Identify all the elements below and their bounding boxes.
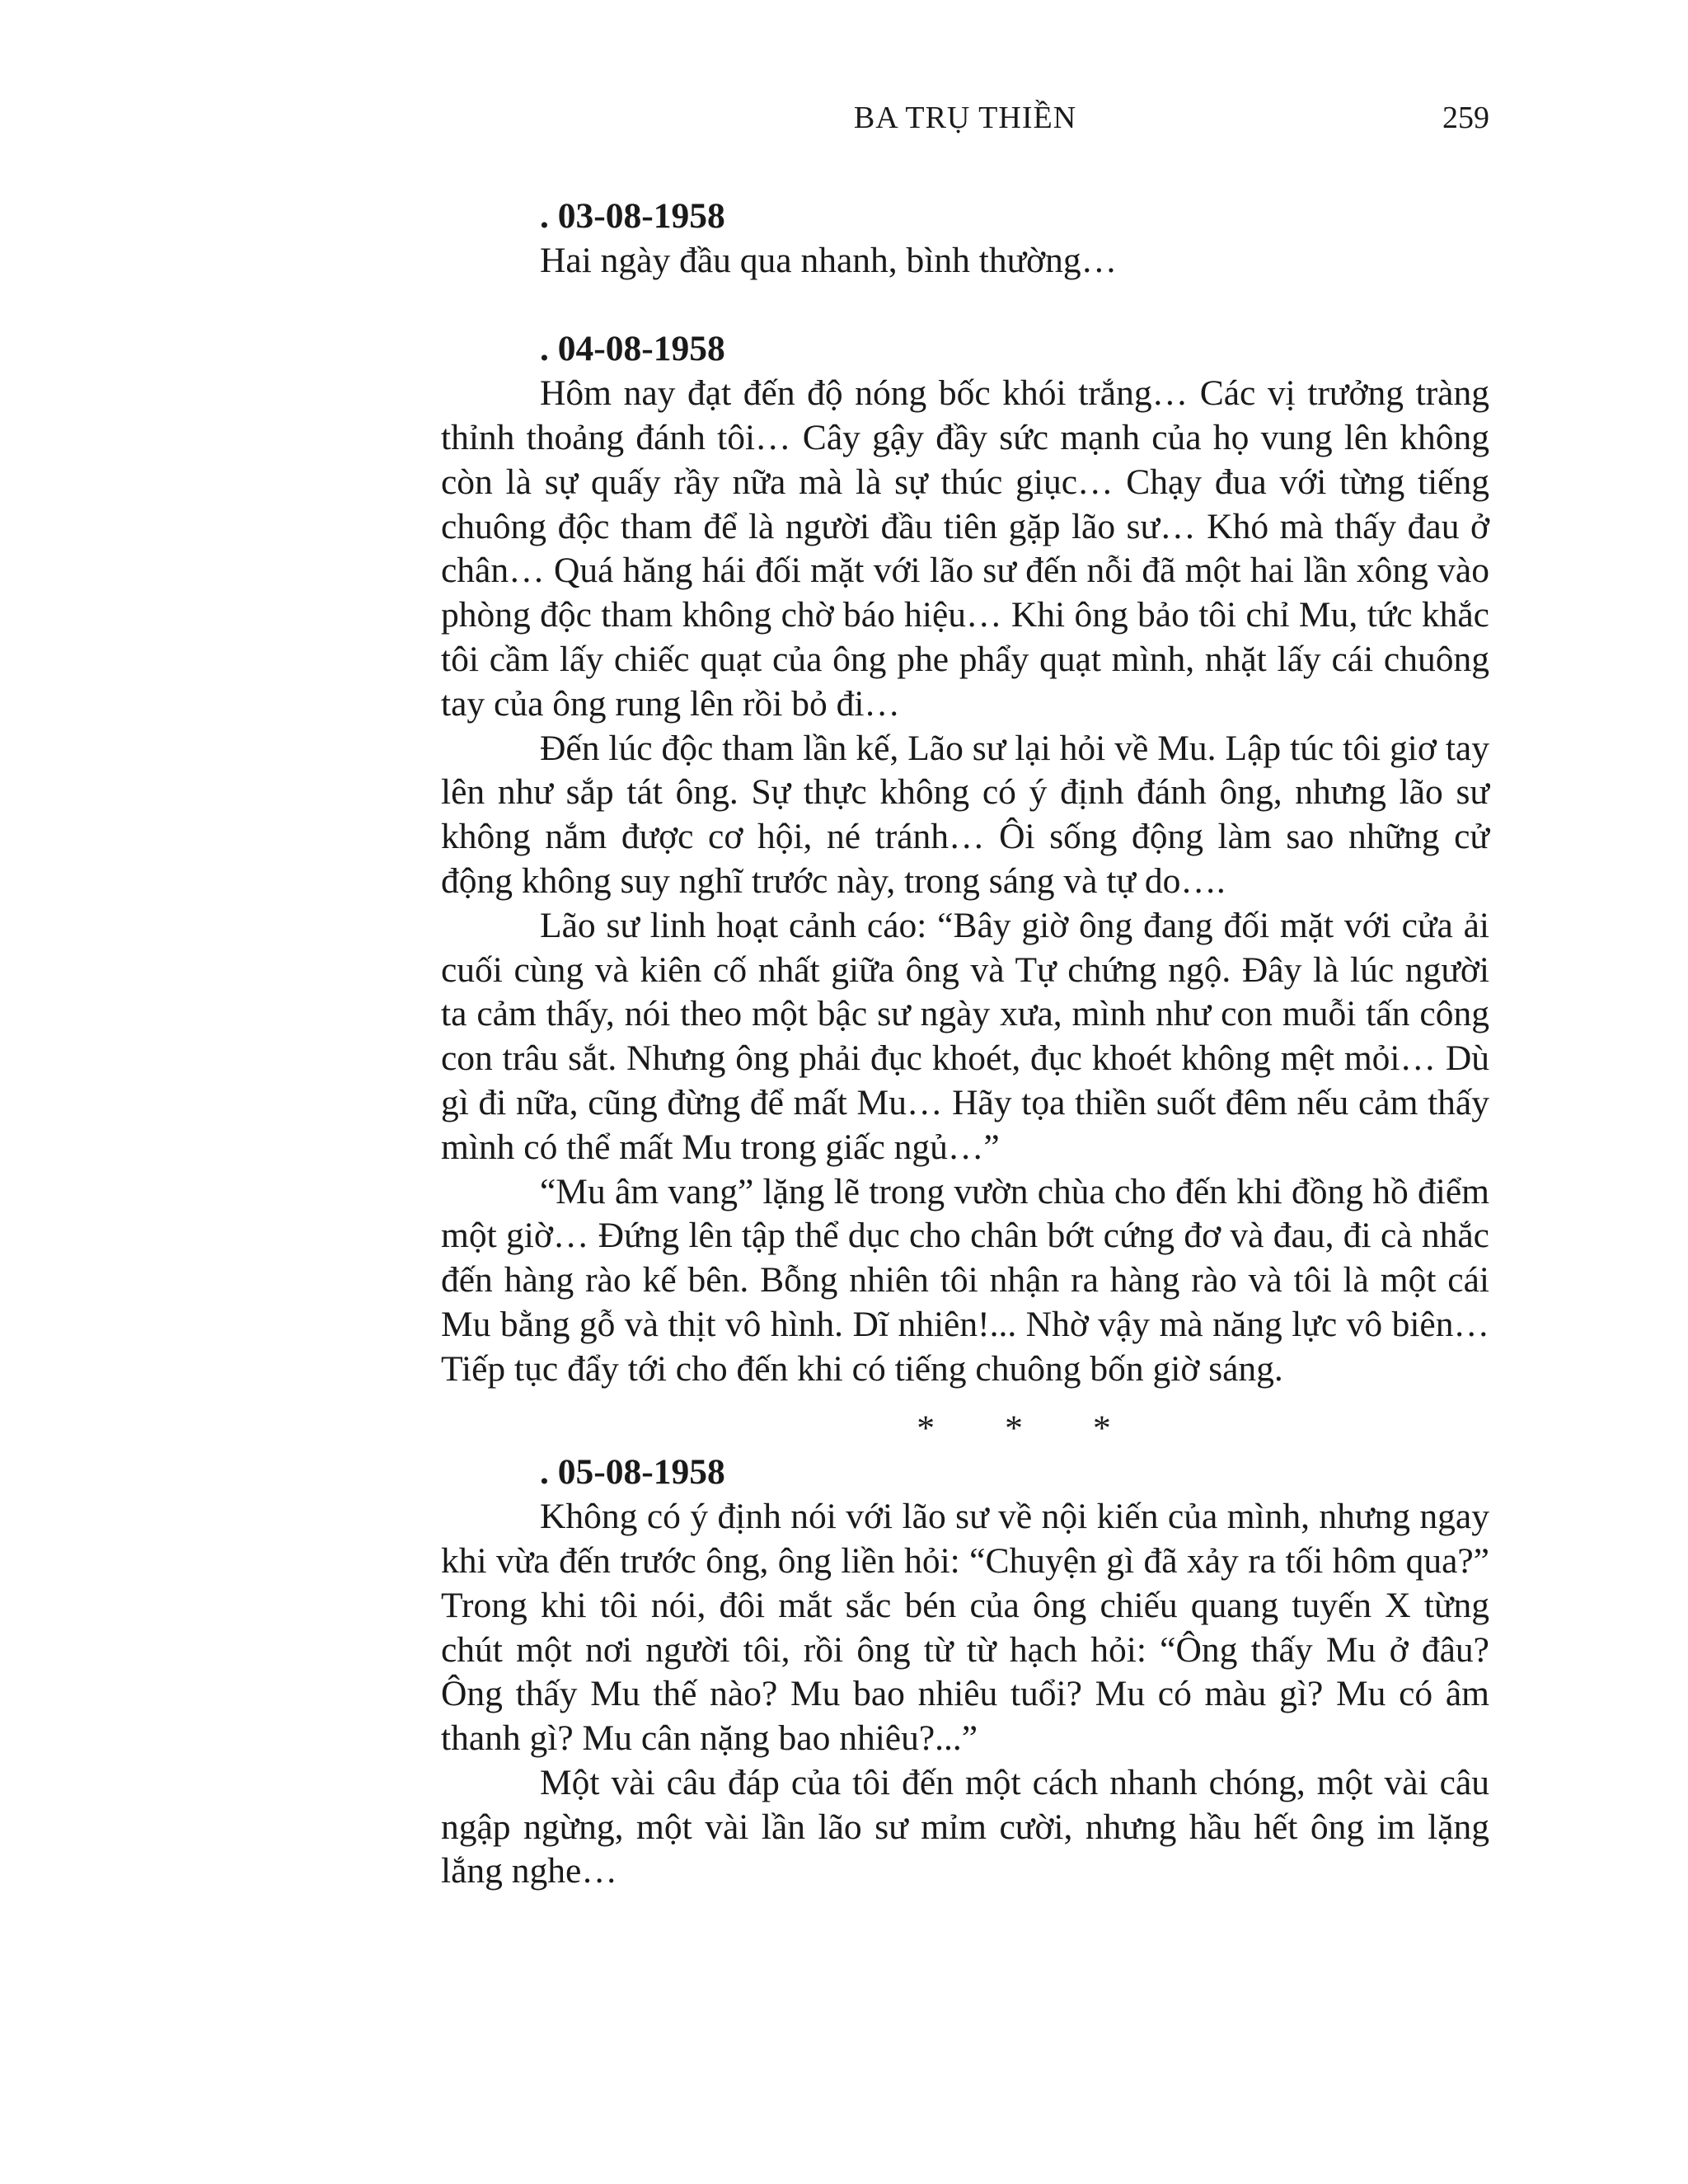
entry-date: . 04-08-1958	[540, 329, 725, 369]
paragraph: Một vài câu đáp của tôi đến một cách nhanh chóng, một vài câu ngập ngừng, một vài lần lão sư mỉm cười, nhưng hầu hết ông im lặng lắng nghe…	[441, 1762, 1489, 1891]
running-title: BA TRỤ THIỀN	[853, 101, 1077, 135]
paragraph: Hai ngày đầu qua nhanh, bình thường…	[540, 240, 1118, 280]
paragraph: Hôm nay đạt đến độ nóng bốc khói trắng… Các vị trưởng tràng thỉnh thoảng đánh tôi… Cây gậy đầy sức mạnh của họ vung lên không còn là sự quấy rầy nữa mà là sự thúc giục… Chạy đua với từng tiếng chuông độc tham để là người đầu tiên gặp lão sư… Khó mà thấy đau ở chân… Quá hăng hái đối mặt với lão sư đến nỗi đã một hai lần xông vào phòng độc tham không chờ báo hiệu… Khi ông bảo tôi chỉ Mu, tức khắc tôi cầm lấy chiếc quạt của ông phe phẩy quạt mình, nhặt lấy cái chuông tay của ông rung lên rồi bỏ đi…	[441, 373, 1489, 724]
section-separator	[441, 1407, 1489, 1451]
entry-date: . 05-08-1958	[540, 1452, 725, 1493]
paragraph: Không có ý định nói với lão sư về nội kiến của mình, nhưng ngay khi vừa đến trước ông, ông liền hỏi: “Chuyện gì đã xảy ra tối hôm qua?” Trong khi tôi nói, đôi mắt sắc bén của ông chiếu quang tuyến X từng chút một nơi người tôi, rồi ông từ từ hạch hỏi: “Ông thấy Mu ở đâu? Ông thấy Mu thế nào? Mu bao nhiêu tuổi? Mu có màu gì? Mu có âm thanh gì? Mu cân nặng bao nhiêu?...”	[441, 1497, 1489, 1759]
separator-star: *	[1005, 1408, 1025, 1448]
separator-star: *	[917, 1408, 936, 1448]
paragraph: “Mu âm vang” lặng lẽ trong vườn chùa cho đến khi đồng hồ điểm một giờ… Đứng lên tập thể dục cho chân bớt cứng đơ và đau, đi cà nhắc đến hàng rào kế bên. Bỗng nhiên tôi nhận ra hàng rào và tôi là một cái Mu bằng gỗ và thịt vô hình. Dĩ nhiên!... Nhờ vậy mà năng lực vô biên… Tiếp tục đẩy tới cho đến khi có tiếng chuông bốn giờ sáng.	[441, 1171, 1489, 1389]
journal-entry-2	[441, 327, 1489, 1391]
blank-line	[441, 284, 1489, 328]
paragraph: Đến lúc độc tham lần kế, Lão sư lại hỏi về Mu. Lập túc tôi giơ tay lên như sắp tát ông. Sự thực không có ý định đánh ông, nhưng lão sư không nắm được cơ hội, né tránh… Ôi sống động làm sao những cử động không suy nghĩ trước này, trong sáng và tự do….	[441, 728, 1489, 901]
paragraph: Lão sư linh hoạt cảnh cáo: “Bây giờ ông đang đối mặt với cửa ải cuối cùng và kiên cố nhất giữa ông và Tự chứng ngộ. Đây là lúc người ta cảm thấy, nói theo một bậc sư ngày xưa, mình như con muỗi tấn công con trâu sắt. Nhưng ông phải đục khoét, đục khoét không mệt mỏi… Dù gì đi nữa, cũng đừng để mất Mu… Hãy tọa thiền suốt đêm nếu cảm thấy mình có thể mất Mu trong giấc ngủ…”	[441, 905, 1489, 1167]
journal-entry-1	[441, 194, 1489, 284]
page-number: 259	[1442, 101, 1489, 135]
page-body	[441, 194, 1489, 1894]
running-header	[441, 97, 1489, 138]
separator-star: *	[1093, 1408, 1113, 1448]
journal-entry-3	[441, 1451, 1489, 1894]
entry-date: . 03-08-1958	[540, 196, 725, 236]
